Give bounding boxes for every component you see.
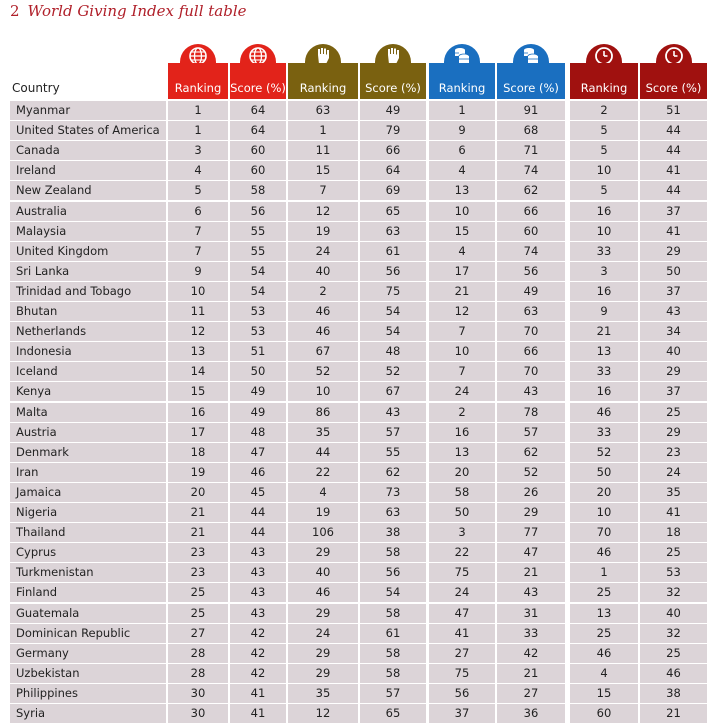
helping-stranger-score-cell: 48 <box>360 342 426 361</box>
world-giving-index-ranking-cell: 1 <box>168 121 228 140</box>
world-giving-index-ranking-cell: 12 <box>168 322 228 341</box>
donating-money-ranking-cell: 3 <box>429 523 495 542</box>
country-cell: Cyprus <box>10 543 166 562</box>
volunteering-time-score-cell: 37 <box>640 282 707 301</box>
volunteering-time-ranking-cell: 3 <box>570 262 638 281</box>
donating-money-score-cell: 62 <box>497 181 565 200</box>
world-giving-index-score-cell: 50 <box>230 362 286 381</box>
volunteering-time-ranking-cell: 21 <box>570 322 638 341</box>
helping-stranger-score-cell: 58 <box>360 604 426 623</box>
world-giving-index-score-cell: 60 <box>230 141 286 160</box>
world-giving-index-score-cell: 43 <box>230 604 286 623</box>
title-text: World Giving Index full table <box>27 2 247 20</box>
volunteering-time-score-cell: 53 <box>640 563 707 582</box>
donating-money-score-cell: 57 <box>497 423 565 442</box>
world-giving-index-score-header: Score (%) <box>230 63 286 99</box>
donating-money-score-cell: 21 <box>497 664 565 683</box>
helping-stranger-ranking-header: Ranking <box>288 63 358 99</box>
volunteering-time-ranking-cell: 50 <box>570 463 638 482</box>
volunteering-time-score-cell: 29 <box>640 423 707 442</box>
world-giving-index-score-cell: 58 <box>230 181 286 200</box>
donating-money-score-cell: 56 <box>497 262 565 281</box>
country-cell: Bhutan <box>10 302 166 321</box>
helping-stranger-score-cell: 55 <box>360 443 426 462</box>
world-giving-index-ranking-cell: 21 <box>168 523 228 542</box>
country-cell: Sri Lanka <box>10 262 166 281</box>
country-cell: Austria <box>10 423 166 442</box>
world-giving-index-score-cell: 55 <box>230 242 286 261</box>
volunteering-time-score-cell: 29 <box>640 242 707 261</box>
volunteering-time-score-cell: 40 <box>640 342 707 361</box>
world-giving-index-ranking-header: Ranking <box>168 63 228 99</box>
country-cell: Trinidad and Tobago <box>10 282 166 301</box>
world-giving-index-ranking-cell: 7 <box>168 222 228 241</box>
volunteering-time-score-cell: 50 <box>640 262 707 281</box>
world-giving-index-score-cell: 45 <box>230 483 286 502</box>
helping-stranger-ranking-cell: 15 <box>288 161 358 180</box>
helping-stranger-ranking-cell: 35 <box>288 423 358 442</box>
world-giving-index-score-cell: 49 <box>230 382 286 401</box>
donating-money-ranking-cell: 2 <box>429 403 495 422</box>
volunteering-time-ranking-cell: 16 <box>570 382 638 401</box>
country-cell: Uzbekistan <box>10 664 166 683</box>
helping-stranger-ranking-cell: 44 <box>288 443 358 462</box>
world-giving-index-score-cell: 41 <box>230 704 286 723</box>
world-giving-index-score-cell: 56 <box>230 202 286 221</box>
helping-stranger-ranking-cell: 35 <box>288 684 358 703</box>
world-giving-index-ranking-cell: 17 <box>168 423 228 442</box>
helping-stranger-score-cell: 79 <box>360 121 426 140</box>
helping-stranger-score-cell: 75 <box>360 282 426 301</box>
volunteering-time-score-header: Score (%) <box>640 63 707 99</box>
helping-stranger-score-cell: 57 <box>360 423 426 442</box>
country-cell: Ireland <box>10 161 166 180</box>
helping-stranger-score-cell: 67 <box>360 382 426 401</box>
world-giving-index-ranking-cell: 13 <box>168 342 228 361</box>
helping-stranger-score-cell: 49 <box>360 101 426 120</box>
country-cell: New Zealand <box>10 181 166 200</box>
volunteering-time-ranking-cell: 46 <box>570 644 638 663</box>
helping-stranger-score-cell: 58 <box>360 543 426 562</box>
volunteering-time-ranking-cell: 60 <box>570 704 638 723</box>
world-giving-index-ranking-cell: 16 <box>168 403 228 422</box>
volunteering-time-ranking-cell: 5 <box>570 141 638 160</box>
donating-money-score-cell: 49 <box>497 282 565 301</box>
volunteering-time-ranking-cell: 52 <box>570 443 638 462</box>
donating-money-score-cell: 43 <box>497 583 565 602</box>
country-cell: Iceland <box>10 362 166 381</box>
world-giving-index-ranking-cell: 10 <box>168 282 228 301</box>
helping-stranger-ranking-cell: 19 <box>288 503 358 522</box>
helping-stranger-ranking-cell: 29 <box>288 644 358 663</box>
helping-stranger-ranking-cell: 4 <box>288 483 358 502</box>
donating-money-score-cell: 36 <box>497 704 565 723</box>
volunteering-time-score-cell: 29 <box>640 362 707 381</box>
world-giving-index-ranking-cell: 1 <box>168 101 228 120</box>
donating-money-ranking-cell: 4 <box>429 161 495 180</box>
helping-stranger-score-cell: 65 <box>360 704 426 723</box>
donating-money-ranking-cell: 22 <box>429 543 495 562</box>
volunteering-time-score-cell: 25 <box>640 543 707 562</box>
volunteering-time-score-cell: 34 <box>640 322 707 341</box>
world-giving-index-score-cell: 46 <box>230 463 286 482</box>
helping-stranger-ranking-cell: 24 <box>288 624 358 643</box>
country-cell: Netherlands <box>10 322 166 341</box>
helping-stranger-ranking-cell: 2 <box>288 282 358 301</box>
volunteering-time-score-cell: 18 <box>640 523 707 542</box>
donating-money-ranking-cell: 15 <box>429 222 495 241</box>
country-cell: Malta <box>10 403 166 422</box>
helping-stranger-ranking-cell: 22 <box>288 463 358 482</box>
country-cell: Iran <box>10 463 166 482</box>
volunteering-time-ranking-cell: 10 <box>570 222 638 241</box>
world-giving-index-ranking-cell: 25 <box>168 604 228 623</box>
helping-stranger-score-cell: 58 <box>360 644 426 663</box>
country-header: Country <box>12 81 60 95</box>
volunteering-time-ranking-cell: 4 <box>570 664 638 683</box>
world-giving-index-score-cell: 44 <box>230 523 286 542</box>
donating-money-ranking-cell: 10 <box>429 342 495 361</box>
world-giving-index-score-cell: 43 <box>230 563 286 582</box>
world-giving-index-score-cell: 55 <box>230 222 286 241</box>
helping-stranger-ranking-cell: 46 <box>288 322 358 341</box>
world-giving-index-score-cell: 60 <box>230 161 286 180</box>
volunteering-time-ranking-cell: 1 <box>570 563 638 582</box>
helping-stranger-ranking-cell: 67 <box>288 342 358 361</box>
donating-money-ranking-cell: 13 <box>429 181 495 200</box>
world-giving-index-score-cell: 42 <box>230 644 286 663</box>
helping-stranger-score-cell: 43 <box>360 403 426 422</box>
volunteering-time-score-cell: 38 <box>640 684 707 703</box>
helping-stranger-score-cell: 66 <box>360 141 426 160</box>
helping-stranger-score-cell: 61 <box>360 624 426 643</box>
helping-stranger-score-cell: 52 <box>360 362 426 381</box>
helping-stranger-ranking-cell: 46 <box>288 302 358 321</box>
donating-money-score-cell: 47 <box>497 543 565 562</box>
world-giving-index-ranking-cell: 14 <box>168 362 228 381</box>
world-giving-index-score-cell: 64 <box>230 121 286 140</box>
section-number: 2 <box>10 2 20 20</box>
volunteering-time-score-cell: 44 <box>640 181 707 200</box>
volunteering-time-ranking-cell: 25 <box>570 583 638 602</box>
helping-stranger-score-cell: 54 <box>360 583 426 602</box>
world-giving-index-score-cell: 48 <box>230 423 286 442</box>
donating-money-ranking-cell: 17 <box>429 262 495 281</box>
volunteering-time-ranking-cell: 13 <box>570 604 638 623</box>
country-cell: United States of America <box>10 121 166 140</box>
country-cell: Australia <box>10 202 166 221</box>
donating-money-ranking-cell: 7 <box>429 362 495 381</box>
helping-stranger-score-header: Score (%) <box>360 63 426 99</box>
volunteering-time-score-cell: 23 <box>640 443 707 462</box>
helping-stranger-ranking-cell: 40 <box>288 262 358 281</box>
donating-money-score-cell: 71 <box>497 141 565 160</box>
volunteering-time-ranking-cell: 13 <box>570 342 638 361</box>
volunteering-time-score-cell: 41 <box>640 222 707 241</box>
donating-money-score-cell: 66 <box>497 202 565 221</box>
volunteering-time-score-cell: 37 <box>640 202 707 221</box>
world-giving-index-ranking-cell: 27 <box>168 624 228 643</box>
volunteering-time-ranking-cell: 46 <box>570 543 638 562</box>
helping-stranger-score-cell: 62 <box>360 463 426 482</box>
helping-stranger-ranking-cell: 86 <box>288 403 358 422</box>
helping-stranger-score-cell: 73 <box>360 483 426 502</box>
world-giving-index-ranking-cell: 30 <box>168 704 228 723</box>
helping-stranger-ranking-cell: 1 <box>288 121 358 140</box>
country-cell: Kenya <box>10 382 166 401</box>
donating-money-ranking-cell: 75 <box>429 664 495 683</box>
world-giving-index-ranking-cell: 25 <box>168 583 228 602</box>
country-cell: Denmark <box>10 443 166 462</box>
helping-stranger-ranking-cell: 10 <box>288 382 358 401</box>
donating-money-score-cell: 78 <box>497 403 565 422</box>
helping-stranger-score-cell: 69 <box>360 181 426 200</box>
volunteering-time-score-cell: 35 <box>640 483 707 502</box>
donating-money-ranking-cell: 24 <box>429 382 495 401</box>
helping-stranger-ranking-cell: 19 <box>288 222 358 241</box>
volunteering-time-score-cell: 41 <box>640 161 707 180</box>
world-giving-index-ranking-cell: 15 <box>168 382 228 401</box>
world-giving-index-ranking-cell: 18 <box>168 443 228 462</box>
volunteering-time-ranking-cell: 15 <box>570 684 638 703</box>
world-giving-index-ranking-cell: 7 <box>168 242 228 261</box>
volunteering-time-score-cell: 41 <box>640 503 707 522</box>
volunteering-time-ranking-cell: 25 <box>570 624 638 643</box>
country-cell: Indonesia <box>10 342 166 361</box>
country-cell: Guatemala <box>10 604 166 623</box>
volunteering-time-ranking-cell: 10 <box>570 503 638 522</box>
volunteering-time-ranking-cell: 70 <box>570 523 638 542</box>
donating-money-score-cell: 33 <box>497 624 565 643</box>
volunteering-time-ranking-cell: 33 <box>570 423 638 442</box>
volunteering-time-ranking-cell: 5 <box>570 121 638 140</box>
helping-stranger-ranking-cell: 46 <box>288 583 358 602</box>
world-giving-index-ranking-cell: 19 <box>168 463 228 482</box>
donating-money-ranking-cell: 56 <box>429 684 495 703</box>
world-giving-index-ranking-cell: 28 <box>168 664 228 683</box>
volunteering-time-score-cell: 46 <box>640 664 707 683</box>
world-giving-index-score-cell: 54 <box>230 282 286 301</box>
donating-money-ranking-cell: 24 <box>429 583 495 602</box>
world-giving-index-score-cell: 53 <box>230 302 286 321</box>
helping-stranger-ranking-cell: 52 <box>288 362 358 381</box>
donating-money-score-cell: 29 <box>497 503 565 522</box>
donating-money-ranking-cell: 27 <box>429 644 495 663</box>
volunteering-time-score-cell: 32 <box>640 624 707 643</box>
donating-money-score-cell: 60 <box>497 222 565 241</box>
donating-money-ranking-cell: 7 <box>429 322 495 341</box>
volunteering-time-ranking-cell: 33 <box>570 242 638 261</box>
helping-stranger-score-cell: 54 <box>360 322 426 341</box>
volunteering-time-score-cell: 44 <box>640 121 707 140</box>
volunteering-time-ranking-cell: 16 <box>570 202 638 221</box>
page-title <box>10 2 247 20</box>
world-giving-index-ranking-cell: 23 <box>168 543 228 562</box>
world-giving-index-ranking-cell: 4 <box>168 161 228 180</box>
volunteering-time-score-cell: 25 <box>640 644 707 663</box>
donating-money-ranking-cell: 41 <box>429 624 495 643</box>
donating-money-score-cell: 68 <box>497 121 565 140</box>
helping-stranger-score-cell: 65 <box>360 202 426 221</box>
volunteering-time-score-cell: 44 <box>640 141 707 160</box>
volunteering-time-ranking-cell: 10 <box>570 161 638 180</box>
helping-stranger-ranking-cell: 12 <box>288 202 358 221</box>
donating-money-ranking-cell: 50 <box>429 503 495 522</box>
donating-money-score-cell: 70 <box>497 322 565 341</box>
volunteering-time-ranking-cell: 33 <box>570 362 638 381</box>
world-giving-index-score-cell: 42 <box>230 664 286 683</box>
donating-money-ranking-cell: 10 <box>429 202 495 221</box>
volunteering-time-ranking-cell: 46 <box>570 403 638 422</box>
world-giving-index-score-cell: 42 <box>230 624 286 643</box>
country-cell: Germany <box>10 644 166 663</box>
volunteering-time-ranking-cell: 16 <box>570 282 638 301</box>
donating-money-ranking-cell: 75 <box>429 563 495 582</box>
helping-stranger-score-cell: 64 <box>360 161 426 180</box>
world-giving-index-ranking-cell: 23 <box>168 563 228 582</box>
country-cell: Syria <box>10 704 166 723</box>
country-cell: Finland <box>10 583 166 602</box>
helping-stranger-score-cell: 56 <box>360 563 426 582</box>
helping-stranger-score-cell: 63 <box>360 222 426 241</box>
helping-stranger-ranking-cell: 11 <box>288 141 358 160</box>
world-giving-index-score-cell: 53 <box>230 322 286 341</box>
volunteering-time-score-cell: 24 <box>640 463 707 482</box>
world-giving-index-ranking-cell: 9 <box>168 262 228 281</box>
helping-stranger-ranking-cell: 29 <box>288 664 358 683</box>
helping-stranger-score-cell: 38 <box>360 523 426 542</box>
donating-money-score-cell: 27 <box>497 684 565 703</box>
volunteering-time-score-cell: 43 <box>640 302 707 321</box>
donating-money-score-cell: 66 <box>497 342 565 361</box>
donating-money-ranking-cell: 47 <box>429 604 495 623</box>
helping-stranger-ranking-cell: 12 <box>288 704 358 723</box>
donating-money-score-header: Score (%) <box>497 63 565 99</box>
donating-money-score-cell: 52 <box>497 463 565 482</box>
world-giving-index-ranking-cell: 20 <box>168 483 228 502</box>
donating-money-ranking-cell: 58 <box>429 483 495 502</box>
world-giving-index-score-cell: 54 <box>230 262 286 281</box>
helping-stranger-ranking-cell: 29 <box>288 543 358 562</box>
world-giving-index-score-cell: 64 <box>230 101 286 120</box>
volunteering-time-score-cell: 40 <box>640 604 707 623</box>
donating-money-score-cell: 77 <box>497 523 565 542</box>
helping-stranger-score-cell: 61 <box>360 242 426 261</box>
world-giving-index-ranking-cell: 5 <box>168 181 228 200</box>
donating-money-score-cell: 63 <box>497 302 565 321</box>
volunteering-time-score-cell: 32 <box>640 583 707 602</box>
donating-money-ranking-cell: 13 <box>429 443 495 462</box>
volunteering-time-score-cell: 25 <box>640 403 707 422</box>
helping-stranger-score-cell: 56 <box>360 262 426 281</box>
donating-money-score-cell: 21 <box>497 563 565 582</box>
world-giving-index-ranking-cell: 6 <box>168 202 228 221</box>
country-cell: United Kingdom <box>10 242 166 261</box>
donating-money-ranking-cell: 21 <box>429 282 495 301</box>
donating-money-ranking-cell: 20 <box>429 463 495 482</box>
world-giving-index-score-cell: 43 <box>230 543 286 562</box>
volunteering-time-ranking-header: Ranking <box>570 63 638 99</box>
helping-stranger-score-cell: 58 <box>360 664 426 683</box>
helping-stranger-ranking-cell: 7 <box>288 181 358 200</box>
world-giving-index-score-cell: 41 <box>230 684 286 703</box>
donating-money-score-cell: 31 <box>497 604 565 623</box>
volunteering-time-ranking-cell: 5 <box>570 181 638 200</box>
world-giving-index-ranking-cell: 3 <box>168 141 228 160</box>
world-giving-index-ranking-cell: 28 <box>168 644 228 663</box>
helping-stranger-ranking-cell: 63 <box>288 101 358 120</box>
donating-money-ranking-header: Ranking <box>429 63 495 99</box>
donating-money-score-cell: 43 <box>497 382 565 401</box>
donating-money-score-cell: 74 <box>497 242 565 261</box>
volunteering-time-score-cell: 51 <box>640 101 707 120</box>
world-giving-index-score-cell: 43 <box>230 583 286 602</box>
donating-money-score-cell: 26 <box>497 483 565 502</box>
volunteering-time-score-cell: 37 <box>640 382 707 401</box>
helping-stranger-score-cell: 54 <box>360 302 426 321</box>
world-giving-index-score-cell: 47 <box>230 443 286 462</box>
country-cell: Malaysia <box>10 222 166 241</box>
country-cell: Myanmar <box>10 101 166 120</box>
helping-stranger-ranking-cell: 40 <box>288 563 358 582</box>
country-cell: Dominican Republic <box>10 624 166 643</box>
donating-money-ranking-cell: 37 <box>429 704 495 723</box>
helping-stranger-ranking-cell: 29 <box>288 604 358 623</box>
world-giving-index-ranking-cell: 11 <box>168 302 228 321</box>
helping-stranger-score-cell: 63 <box>360 503 426 522</box>
donating-money-ranking-cell: 4 <box>429 242 495 261</box>
country-cell: Thailand <box>10 523 166 542</box>
donating-money-score-cell: 74 <box>497 161 565 180</box>
country-cell: Philippines <box>10 684 166 703</box>
donating-money-ranking-cell: 1 <box>429 101 495 120</box>
country-cell: Turkmenistan <box>10 563 166 582</box>
volunteering-time-ranking-cell: 9 <box>570 302 638 321</box>
donating-money-score-cell: 42 <box>497 644 565 663</box>
helping-stranger-ranking-cell: 106 <box>288 523 358 542</box>
world-giving-index-score-cell: 51 <box>230 342 286 361</box>
volunteering-time-ranking-cell: 2 <box>570 101 638 120</box>
volunteering-time-score-cell: 21 <box>640 704 707 723</box>
donating-money-score-cell: 70 <box>497 362 565 381</box>
donating-money-ranking-cell: 12 <box>429 302 495 321</box>
donating-money-ranking-cell: 9 <box>429 121 495 140</box>
donating-money-ranking-cell: 16 <box>429 423 495 442</box>
world-giving-index-ranking-cell: 21 <box>168 503 228 522</box>
world-giving-index-ranking-cell: 30 <box>168 684 228 703</box>
donating-money-score-cell: 91 <box>497 101 565 120</box>
donating-money-ranking-cell: 6 <box>429 141 495 160</box>
country-cell: Canada <box>10 141 166 160</box>
donating-money-score-cell: 62 <box>497 443 565 462</box>
helping-stranger-score-cell: 57 <box>360 684 426 703</box>
country-cell: Nigeria <box>10 503 166 522</box>
country-cell: Jamaica <box>10 483 166 502</box>
helping-stranger-ranking-cell: 24 <box>288 242 358 261</box>
world-giving-index-score-cell: 44 <box>230 503 286 522</box>
world-giving-index-score-cell: 49 <box>230 403 286 422</box>
volunteering-time-ranking-cell: 20 <box>570 483 638 502</box>
